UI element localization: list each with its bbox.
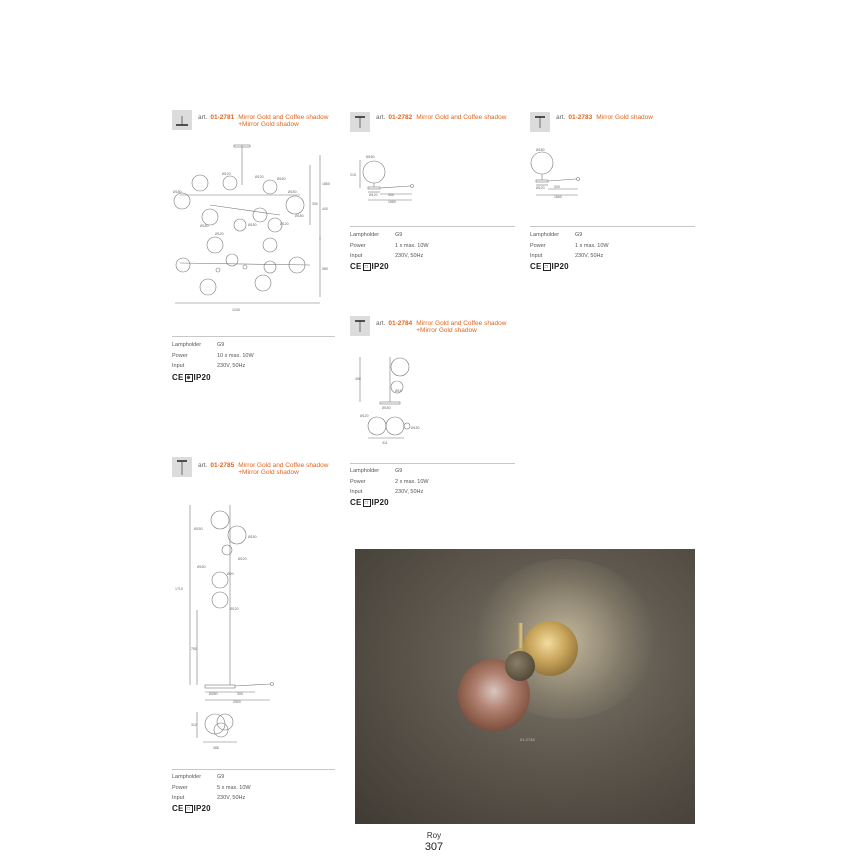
dim-label: Ø180 xyxy=(173,190,182,194)
collection-name: Roy xyxy=(426,831,442,840)
spec-key: Power xyxy=(350,478,366,485)
certification-marks: CE □ IP20 xyxy=(530,262,569,271)
dim-label: 300 xyxy=(312,202,318,206)
dim-label: 450 xyxy=(355,377,361,381)
art-label: art. xyxy=(376,320,386,327)
spec-key: Input xyxy=(350,253,363,259)
dim-label: Ø120 xyxy=(280,222,289,226)
spec-key: Lampholder xyxy=(350,232,380,238)
product-photo xyxy=(355,549,695,824)
dim-label: 2500 xyxy=(233,700,241,704)
spec-key: Power xyxy=(172,352,188,359)
separator xyxy=(172,336,335,337)
dim-label: 1710 xyxy=(175,587,183,591)
spec-value: 10 x max. 10W xyxy=(217,352,254,359)
product-description: Mirror Gold and Coffee shadow xyxy=(416,320,507,327)
dim-label: Ø120 xyxy=(369,193,378,197)
dim-label: 1240 xyxy=(232,308,240,312)
spec-table xyxy=(350,230,429,262)
table-lamp-icon xyxy=(350,112,370,132)
separator xyxy=(350,463,515,464)
dim-label: Ø120 xyxy=(230,607,239,611)
certification-marks: CE ⊕ IP20 xyxy=(172,373,211,382)
product-code: 01-2784 xyxy=(388,320,413,327)
dim-label: Ø150 xyxy=(277,177,286,181)
product-description: Mirror Gold and Coffee shadow xyxy=(238,462,329,469)
product-header xyxy=(556,114,653,121)
separator xyxy=(350,226,515,227)
product-code: 01-2782 xyxy=(388,114,413,121)
class-icon: ⊕ xyxy=(186,374,191,381)
spec-value: G9 xyxy=(575,232,583,238)
dim-label: Ø15 xyxy=(395,389,402,393)
spec-key: Power xyxy=(530,242,546,249)
separator xyxy=(172,769,335,770)
separator xyxy=(530,226,695,227)
dim-label: Ø120 xyxy=(360,414,369,418)
dim-label: Ø150 xyxy=(248,223,257,227)
spec-key: Power xyxy=(350,242,366,249)
spec-value: G9 xyxy=(217,774,225,780)
spec-value: G9 xyxy=(395,232,403,238)
dim-label: 400 xyxy=(322,207,328,211)
dim-label: 215 xyxy=(350,173,356,177)
spec-key: Input xyxy=(350,489,363,495)
ceiling-mount-icon xyxy=(172,110,192,130)
spec-value: G9 xyxy=(395,468,403,474)
table-lamp-icon xyxy=(530,112,550,132)
dim-label: Ø280 xyxy=(209,692,218,696)
photo-code-label: 01-2745 xyxy=(520,737,535,742)
spec-key: Lampholder xyxy=(172,774,202,780)
class-icon: □ xyxy=(363,263,371,271)
dim-label: 368 xyxy=(213,746,219,750)
spec-table xyxy=(350,466,429,498)
spec-key: Input xyxy=(172,795,185,801)
product-description: +Mirror Gold shadow xyxy=(416,327,477,334)
spec-value: 230V, 50Hz xyxy=(395,253,424,259)
product-header xyxy=(198,114,328,128)
spec-value: 230V, 50Hz xyxy=(217,795,246,801)
dim-label: Ø120 xyxy=(238,557,247,561)
product-header xyxy=(376,114,506,121)
spec-value: G9 xyxy=(217,342,225,348)
spec-key: Lampholder xyxy=(350,468,380,474)
dim-label: 1660 xyxy=(388,200,396,204)
product-header xyxy=(198,462,328,476)
dim-label: Ø120 xyxy=(222,172,231,176)
spec-value: 2 x max. 10W xyxy=(395,478,429,485)
dim-label: Ø180 xyxy=(200,224,209,228)
dim-label: Ø120 xyxy=(536,186,545,190)
technical-drawing xyxy=(170,145,330,320)
dim-label: Ø150 xyxy=(382,406,391,410)
product-description: +Mirror Gold shadow xyxy=(238,469,299,476)
dim-label: Ø120 xyxy=(255,175,264,179)
spec-key: Lampholder xyxy=(530,232,560,238)
spec-key: Input xyxy=(530,253,543,259)
dim-label: Ø150 xyxy=(411,426,420,430)
product-header xyxy=(376,320,506,334)
certification-marks: CE □ IP20 xyxy=(172,804,211,813)
small-globe xyxy=(505,651,535,681)
spec-value: 230V, 50Hz xyxy=(575,253,604,259)
dim-label: Ø180 xyxy=(295,214,304,218)
art-label: art. xyxy=(198,462,208,469)
dim-label: 300 xyxy=(237,692,243,696)
class-icon: □ xyxy=(543,263,551,271)
product-description: Mirror Gold and Coffee shadow xyxy=(416,114,507,121)
dim-label: Ø20 xyxy=(227,572,234,576)
technical-drawing xyxy=(530,145,590,200)
dim-label: 300 xyxy=(554,185,560,189)
product-code: 01-2785 xyxy=(210,462,235,469)
spec-value: 230V, 50Hz xyxy=(395,489,424,495)
product-description: Mirror Gold and Coffee shadow xyxy=(238,114,329,121)
table-lamp-icon xyxy=(350,316,370,336)
floor-lamp-icon xyxy=(172,457,192,477)
dim-label: 312 xyxy=(191,723,197,727)
spec-table xyxy=(172,340,254,372)
dim-label: 980 xyxy=(322,267,328,271)
art-label: art. xyxy=(198,114,208,121)
dim-label: 1860 xyxy=(322,182,330,186)
class-icon: □ xyxy=(363,499,371,507)
product-code: 01-2781 xyxy=(210,114,235,121)
product-description: +Mirror Gold shadow xyxy=(238,121,299,128)
dim-label: 311 xyxy=(382,441,388,445)
spec-value: 1 x max. 10W xyxy=(395,242,429,249)
dim-label: Ø120 xyxy=(215,232,224,236)
dim-label: Ø180 xyxy=(366,155,375,159)
spec-table xyxy=(172,772,251,804)
spec-value: 230V, 50Hz xyxy=(217,363,246,369)
dim-label: Ø150 xyxy=(288,190,297,194)
dim-label: 300 xyxy=(388,193,394,197)
class-icon: □ xyxy=(185,805,193,813)
certification-marks: CE □ IP20 xyxy=(350,262,389,271)
dim-label: Ø150 xyxy=(248,535,257,539)
art-label: art. xyxy=(376,114,386,121)
spec-key: Input xyxy=(172,363,185,369)
technical-drawing xyxy=(350,150,420,205)
technical-drawing xyxy=(355,352,425,447)
art-label: art. xyxy=(556,114,566,121)
spec-value: 5 x max. 10W xyxy=(217,784,251,791)
spec-value: 1 x max. 10W xyxy=(575,242,609,249)
dim-label: 1660 xyxy=(554,195,562,199)
product-code: 01-2783 xyxy=(568,114,593,121)
dim-label: 780 xyxy=(191,647,197,651)
dim-label: Ø150 xyxy=(194,527,203,531)
spec-key: Lampholder xyxy=(172,342,202,348)
dim-label: Ø150 xyxy=(197,565,206,569)
certification-marks: CE □ IP20 xyxy=(350,498,389,507)
page-number: 307 xyxy=(424,841,444,853)
spec-table xyxy=(530,230,609,262)
technical-drawing xyxy=(175,500,285,755)
dim-label: Ø180 xyxy=(536,148,545,152)
spec-key: Power xyxy=(172,784,188,791)
product-description: Mirror Gold shadow xyxy=(596,114,653,121)
